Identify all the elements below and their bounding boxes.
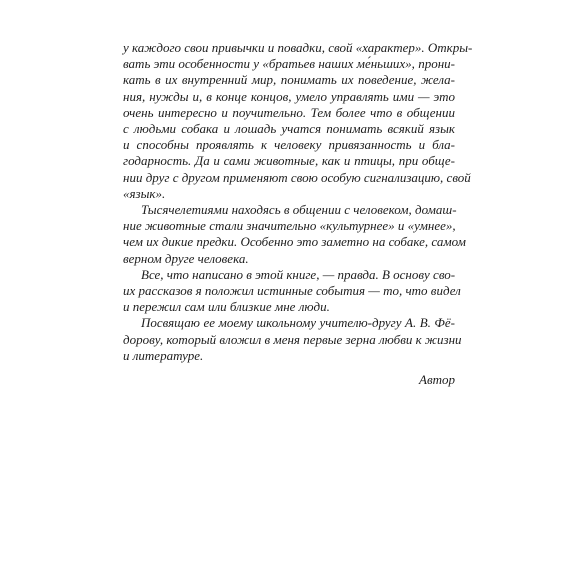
text-line: кать в их внутренний мир, понимать их поведение, жела-	[123, 72, 455, 88]
text-line: «язык».	[123, 185, 166, 201]
text-body	[123, 40, 473, 388]
paragraph-3	[123, 266, 461, 316]
text-line: Тысячелетиями находясь в общении с человеком, домаш-	[141, 202, 457, 218]
text-line: Посвящаю ее моему школьному учителю-другу А. В. Фё-	[141, 315, 455, 331]
text-line: и способны проявлять к человеку привязанность и бла-	[123, 137, 455, 153]
text-line: вать эти особенности у «братьев наших ме́ньших», прони-	[123, 56, 455, 72]
text-line: их рассказов я положил истинные события — то, что видел	[123, 283, 461, 299]
text-line: Все, что написано в этой книге, — правда. В основу сво-	[141, 266, 456, 282]
author-signature: Автор	[419, 372, 455, 388]
text-line: годарность. Да и сами животные, как и птицы, при обще-	[123, 153, 455, 169]
text-line: ние животные стали значительно «культурнее» и «умнее»,	[123, 218, 456, 234]
text-line: и литературе.	[123, 347, 204, 363]
text-line: с людьми собака и лошадь учатся понимать всякий язык	[123, 121, 455, 137]
text-line: у каждого свои привычки и повадки, свой «характер». Откры-	[123, 40, 473, 55]
text-line: очень интересно и поучительно. Тем более что в общении	[123, 104, 455, 120]
text-line: и пережил сам или близкие мне люди.	[123, 299, 330, 315]
paragraph-4	[123, 315, 462, 364]
paragraph-2	[123, 202, 466, 267]
paragraph-1	[123, 40, 473, 202]
text-line: верном друге человека.	[123, 250, 249, 266]
text-line: дорову, который вложил в меня первые зерна любви к жизни	[123, 331, 462, 347]
text-line: ния, нужды и, в конце концов, умело управлять ими — это	[123, 88, 455, 104]
text-line: чем их дикие предки. Особенно это заметно на собаке, самом	[123, 234, 466, 250]
text-line: нии друг с другом применяют свою особую сигнализацию, свой	[123, 169, 471, 185]
